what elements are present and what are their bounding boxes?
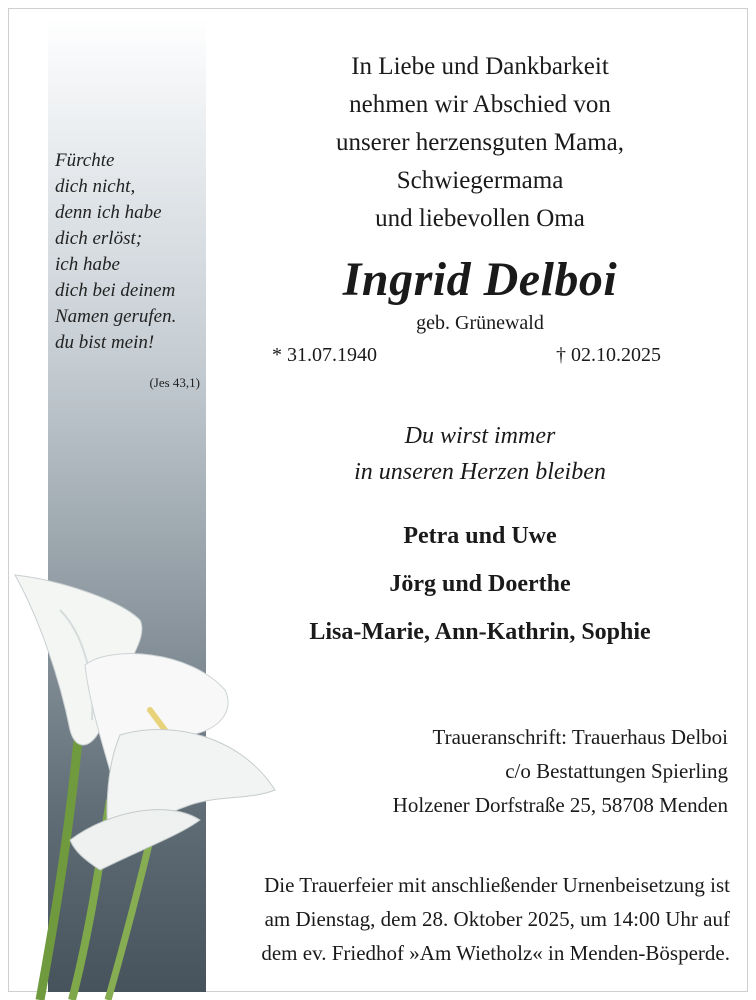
mourning-address <box>393 720 728 822</box>
verse-line: denn ich habe <box>55 202 162 223</box>
quote-line: Du wirst immer <box>404 423 556 449</box>
deceased-name: Ingrid Delboi <box>342 253 618 306</box>
ceremony-line: am Dienstag, dem 28. Oktober 2025, um 14:00 Uhr auf <box>264 907 730 931</box>
verse-line: dich bei deinem <box>55 280 176 301</box>
address-line: c/o Bestattungen Spierling <box>505 759 728 783</box>
intro-text <box>210 48 750 238</box>
birth-date: * 31.07.1940 <box>272 344 377 366</box>
address-line: Holzener Dorfstraße 25, 58708 Menden <box>392 793 728 817</box>
death-date: † 02.10.2025 <box>556 344 661 366</box>
address-line: Traueranschrift: Trauerhaus Delboi <box>432 725 728 749</box>
family-names <box>210 512 750 656</box>
family-line: Petra und Uwe <box>403 523 557 549</box>
verse-line: Fürchte <box>55 150 115 171</box>
family-line: Lisa-Marie, Ann-Kathrin, Sophie <box>309 619 651 645</box>
verse-line: ich habe <box>55 254 120 275</box>
intro-line: unserer herzensguten Mama, <box>335 129 625 156</box>
verse-line: dich nicht, <box>55 176 136 197</box>
memorial-quote <box>210 418 750 490</box>
verse-line: Namen gerufen. <box>55 306 177 327</box>
funeral-ceremony-info <box>214 868 730 970</box>
lily-flower-bottom <box>70 730 275 870</box>
bible-verse <box>55 148 205 356</box>
verse-line: dich erlöst; <box>55 228 143 249</box>
quote-line: in unseren Herzen bleiben <box>354 459 606 485</box>
ceremony-line: Die Trauerfeier mit anschließender Urnenbeisetzung ist <box>264 873 730 897</box>
intro-line: und liebevollen Oma <box>375 205 585 232</box>
intro-line: Schwiegermama <box>396 167 564 194</box>
intro-line: In Liebe und Dankbarkeit <box>351 53 609 80</box>
verse-line: du bist mein! <box>55 332 155 353</box>
intro-line: nehmen wir Abschied von <box>349 91 611 118</box>
maiden-name: geb. Grünewald <box>416 312 544 334</box>
family-line: Jörg und Doerthe <box>389 571 571 597</box>
ceremony-line: dem ev. Friedhof »Am Wietholz« in Menden-Bösperde. <box>261 941 730 965</box>
verse-reference: (Jes 43,1) <box>149 375 200 390</box>
